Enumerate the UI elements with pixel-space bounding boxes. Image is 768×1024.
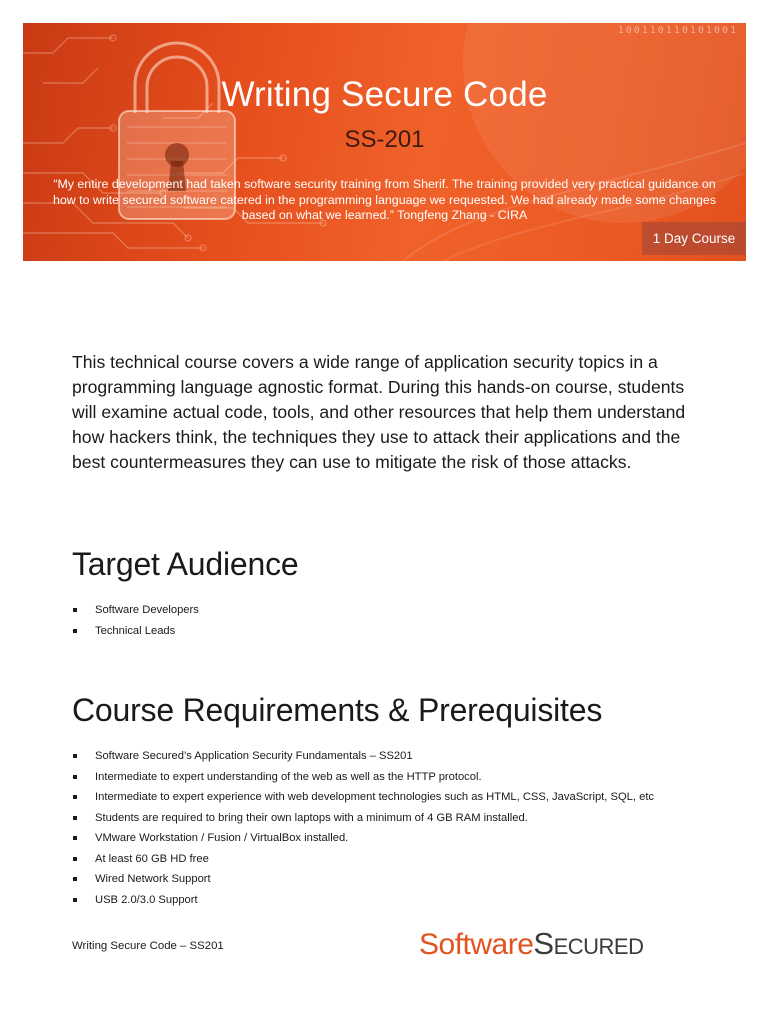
list-item: USB 2.0/3.0 Support	[72, 890, 732, 911]
list-item: At least 60 GB HD free	[72, 849, 732, 870]
list-item: Wired Network Support	[72, 869, 732, 890]
list-item: Software Developers	[72, 600, 732, 621]
requirements-list	[72, 746, 732, 910]
bullet-icon	[73, 898, 77, 902]
duration-badge: 1 Day Course	[642, 222, 746, 255]
course-title: Writing Secure Code	[221, 75, 548, 114]
bullet-icon	[73, 754, 77, 758]
footer-course-label: Writing Secure Code – SS201	[72, 940, 224, 952]
bullet-icon	[73, 816, 77, 820]
course-description: This technical course covers a wide range of application security topics in a programming language agnostic format. During this hands-on course, students will examine actual code, tools, and other resources that help them understand how hackers think, the techniques they use to attack their applications and the best countermeasures they can use to mitigate the risk of those attacks.	[72, 352, 686, 472]
list-item: Intermediate to expert understanding of the web as well as the HTTP protocol.	[72, 767, 732, 788]
software-secured-logo	[419, 924, 643, 964]
bullet-icon	[73, 775, 77, 779]
bullet-icon	[73, 857, 77, 861]
target-audience-heading: Target Audience	[72, 546, 299, 582]
target-audience-list	[72, 600, 732, 641]
course-code: SS-201	[344, 126, 425, 153]
list-item: Technical Leads	[72, 621, 732, 642]
list-item: Students are required to bring their own laptops with a minimum of 4 GB RAM installed.	[72, 808, 732, 829]
logo-word-software: Software	[419, 928, 534, 961]
course-banner	[23, 23, 746, 261]
bullet-icon	[73, 877, 77, 881]
testimonial-quote: “My entire development had taken software security training from Sherif. The training provided very practical guidance on how to write secured software catered in the programming language we requested. We had already made some changes based on what we learned.” Tongfeng Zhang - CIRA	[52, 177, 717, 222]
bullet-icon	[73, 795, 77, 799]
binary-decoration: 100110110101001	[617, 25, 738, 36]
logo-word-secured: Secured	[533, 926, 644, 961]
bullet-icon	[73, 629, 77, 633]
list-item: VMware Workstation / Fusion / VirtualBox installed.	[72, 828, 732, 849]
requirements-heading: Course Requirements & Prerequisites	[72, 692, 603, 728]
bullet-icon	[73, 608, 77, 612]
list-item: Software Secured’s Application Security Fundamentals – SS201	[72, 746, 732, 767]
bullet-icon	[73, 836, 77, 840]
list-item: Intermediate to expert experience with web development technologies such as HTML, CSS, JavaScript, SQL, etc	[72, 787, 732, 808]
